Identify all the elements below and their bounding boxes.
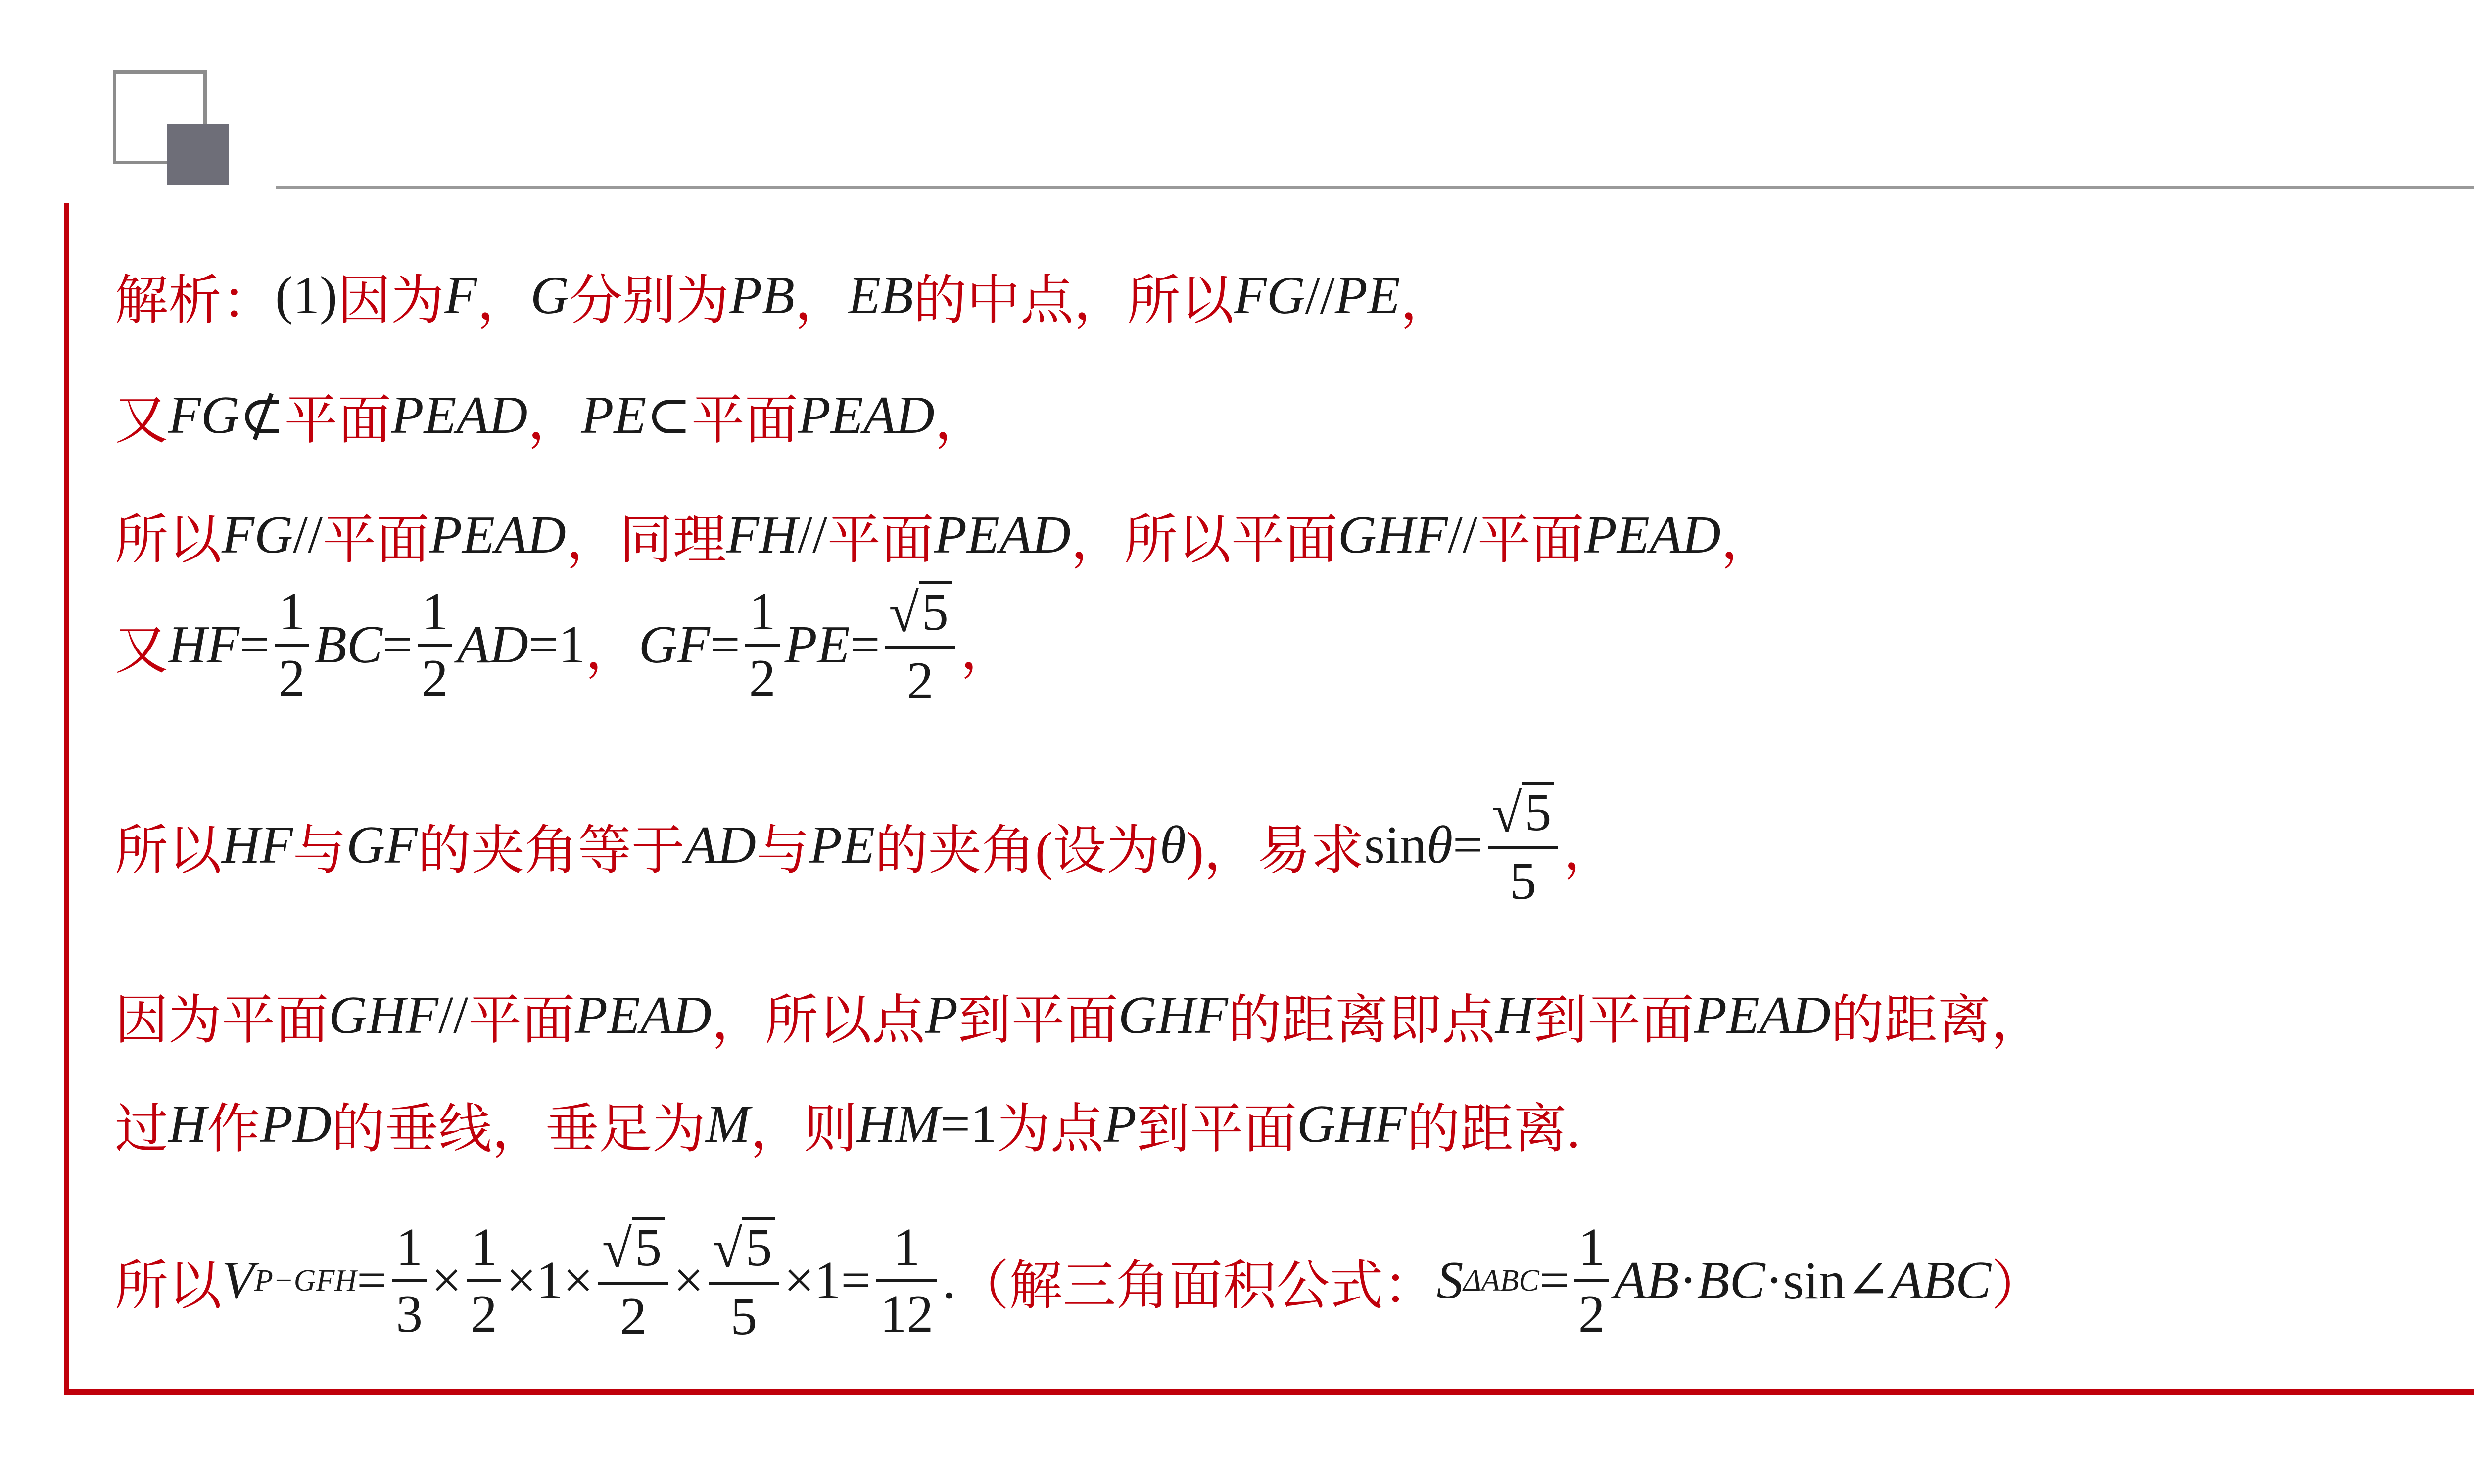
text-run: = — [850, 615, 880, 675]
text-run: 所以 — [115, 1256, 222, 1316]
text-run: P−GFH — [254, 1263, 357, 1298]
text-run: 的垂线，垂足为 — [332, 1100, 706, 1159]
text-run: ×1= — [784, 1251, 871, 1310]
text-run: 的距离. — [1406, 1100, 1580, 1159]
fraction — [418, 584, 452, 707]
text-run: · — [1679, 1251, 1697, 1310]
text-run: ⊄ — [239, 386, 285, 445]
text-run: 为点 — [997, 1100, 1104, 1159]
text-run: 5 — [742, 1217, 775, 1276]
text-run: GHF — [1118, 985, 1228, 1045]
text-run: 平面 — [323, 511, 430, 570]
text-run: 1 — [470, 1217, 497, 1277]
sqrt — [713, 1217, 775, 1279]
fraction — [876, 1219, 937, 1343]
deco-square-filled — [167, 124, 229, 186]
text-run: ） — [1991, 1256, 2045, 1316]
solution-line-3 — [115, 497, 1774, 573]
text-run: PE — [784, 615, 850, 675]
text-run: 1 — [1578, 1217, 1605, 1277]
text-run: PD — [260, 1094, 332, 1154]
sqrt — [889, 581, 952, 644]
text-run: 2 — [906, 651, 934, 710]
text-run: // — [292, 505, 323, 564]
text-run: 作 — [207, 1100, 261, 1159]
text-run: × — [673, 1251, 704, 1310]
text-run: ， — [1563, 821, 1617, 881]
text-run: P — [1103, 1094, 1137, 1154]
fraction — [1574, 1219, 1609, 1343]
text-run: PE — [581, 385, 647, 445]
fraction — [392, 1219, 427, 1343]
solution-line-8 — [115, 1217, 2045, 1345]
text-run: 1 — [396, 1217, 423, 1277]
text-run: 5 — [730, 1287, 758, 1346]
text-run: 3 — [396, 1285, 423, 1344]
text-run: 的中点，所以 — [913, 272, 1234, 330]
text-run: GHF — [1337, 505, 1448, 564]
text-run: // — [797, 505, 827, 564]
text-run: M — [706, 1094, 750, 1154]
text-run: × — [431, 1251, 462, 1310]
text-run: FH — [726, 505, 798, 564]
solution-line-5 — [115, 782, 1617, 909]
header-rule — [276, 186, 2474, 189]
text-run: = — [710, 615, 740, 675]
text-run: 5 — [632, 1217, 665, 1276]
text-run: 2 — [421, 649, 448, 708]
text-run: 1 — [893, 1217, 920, 1277]
text-run: √ — [713, 1218, 743, 1279]
text-run: 所以 — [115, 821, 222, 881]
text-run: HM — [857, 1094, 940, 1154]
text-run: 平面 — [827, 511, 934, 570]
text-run: 与 — [756, 821, 809, 881]
fraction — [745, 584, 780, 707]
sqrt — [602, 1217, 665, 1279]
text-run: GF — [346, 816, 418, 875]
text-run: PEAD — [1584, 505, 1721, 564]
text-run: 平面 — [284, 391, 391, 450]
text-run: = — [357, 1251, 387, 1310]
text-run: 2 — [749, 649, 776, 708]
text-run: √ — [602, 1218, 632, 1279]
text-run: // — [1305, 266, 1335, 325]
text-run: H — [168, 1094, 207, 1154]
sqrt — [1491, 782, 1554, 844]
text-run: = — [239, 615, 270, 675]
text-run: · — [1765, 1251, 1783, 1310]
text-run: BC — [1697, 1251, 1765, 1310]
text-run: PEAD — [391, 385, 528, 445]
text-run: 2 — [620, 1287, 647, 1346]
text-run: 2 — [470, 1285, 497, 1344]
text-run: PEAD — [798, 385, 935, 445]
text-run: 平面 — [468, 991, 575, 1050]
text-run: 2 — [1578, 1285, 1605, 1344]
text-run: 因为平面 — [115, 991, 329, 1050]
text-run: ， — [934, 391, 988, 450]
solution-line-2 — [115, 377, 988, 454]
fraction — [275, 584, 309, 707]
text-run: 又 — [115, 391, 169, 450]
text-run: FG — [168, 385, 239, 445]
text-run: PEAD — [1694, 985, 1831, 1045]
fraction — [467, 1219, 501, 1343]
text-run: ，所以平面 — [1070, 511, 1338, 570]
text-run: AD — [457, 615, 528, 675]
text-run: 到平面 — [1136, 1100, 1297, 1159]
text-run: 平面 — [691, 391, 798, 450]
text-run: PE — [809, 816, 875, 875]
text-run: =1 — [940, 1094, 997, 1154]
fraction — [598, 1217, 668, 1345]
text-run: （解三角面积公式： — [955, 1256, 1437, 1316]
text-run: √ — [889, 583, 919, 644]
text-run: 分别为 — [569, 272, 729, 330]
text-run: ，则 — [750, 1100, 857, 1159]
text-run: √ — [1491, 783, 1522, 844]
text-run: 的夹角(设为 — [874, 821, 1160, 881]
solution-line-1 — [115, 257, 1454, 334]
text-run: sin — [1364, 816, 1427, 875]
text-run: 2 — [278, 649, 305, 708]
text-run: 的距离即点 — [1228, 991, 1495, 1050]
text-run: . — [942, 1251, 956, 1310]
text-run: (1) — [275, 266, 337, 325]
text-run: PEAD — [575, 985, 712, 1045]
text-run: 1 — [749, 582, 776, 641]
text-run: GF — [638, 615, 710, 675]
text-run: = — [1539, 1251, 1570, 1310]
text-run: 的距离， — [1830, 991, 2045, 1050]
text-run: 到平面 — [957, 991, 1118, 1050]
text-run: ， — [1720, 511, 1774, 570]
text-run: ×1× — [506, 1251, 593, 1310]
text-run: // — [1447, 505, 1477, 564]
text-run: θ — [1159, 816, 1186, 875]
text-run: HF — [168, 615, 239, 675]
text-run: GHF — [329, 985, 438, 1045]
text-run: ， — [1400, 272, 1454, 330]
text-run: 所以 — [115, 511, 222, 570]
text-run: )，易求 — [1186, 821, 1364, 881]
text-run: G — [530, 266, 569, 325]
text-run: ， — [794, 272, 848, 330]
text-run: 5 — [1510, 851, 1537, 911]
text-run: ， — [527, 391, 581, 450]
text-run: GHF — [1296, 1094, 1407, 1154]
text-run: 1 — [421, 582, 448, 641]
text-run: ， — [960, 621, 1014, 680]
text-run: = — [1453, 816, 1483, 875]
text-run: HF — [222, 816, 293, 875]
fraction — [885, 581, 955, 709]
text-run: EB — [848, 266, 913, 325]
text-run: 与 — [292, 821, 346, 881]
text-run: PEAD — [934, 505, 1071, 564]
text-run: PEAD — [429, 505, 566, 564]
text-run: θ — [1426, 816, 1453, 875]
text-run: AD — [684, 816, 756, 875]
text-run: 的夹角等于 — [417, 821, 685, 881]
text-run: 平面 — [1477, 511, 1584, 570]
text-run: 又 — [115, 621, 169, 680]
text-run: ， — [476, 272, 530, 330]
text-run: P — [925, 985, 958, 1045]
solution-line-7 — [115, 1086, 1580, 1162]
text-run: = — [382, 615, 413, 675]
text-run: 到平面 — [1533, 991, 1694, 1050]
text-run: S — [1436, 1251, 1464, 1310]
text-run: sin∠ — [1783, 1252, 1891, 1311]
text-run: FG — [1234, 266, 1305, 325]
text-run: ⊂ — [646, 386, 691, 445]
text-run: PB — [729, 266, 795, 325]
text-run: // — [438, 985, 468, 1045]
fraction — [709, 1217, 779, 1345]
text-run: F — [444, 266, 477, 325]
text-run: 5 — [1522, 782, 1554, 840]
text-run: 5 — [919, 581, 952, 640]
solution-line-6 — [115, 977, 2045, 1054]
text-run: =1 — [528, 615, 585, 675]
text-run: ， — [585, 621, 639, 680]
text-run: FG — [222, 505, 293, 564]
text-run: 解析： — [115, 272, 276, 330]
text-run: 1 — [278, 582, 305, 641]
text-run: V — [222, 1251, 254, 1310]
text-run: ，同理 — [566, 511, 726, 570]
text-run: 12 — [880, 1285, 934, 1344]
text-run: H — [1495, 985, 1534, 1045]
fraction — [1488, 782, 1558, 909]
text-run: 因为 — [337, 272, 444, 330]
text-run: 过 — [115, 1100, 169, 1159]
text-run: AB — [1614, 1251, 1679, 1310]
text-run: ΔABC — [1463, 1263, 1539, 1298]
text-run: ，所以点 — [711, 991, 925, 1050]
text-run: PE — [1334, 266, 1400, 325]
text-run: BC — [314, 615, 382, 675]
solution-line-4 — [115, 581, 1014, 709]
text-run: ABC — [1890, 1251, 1992, 1310]
